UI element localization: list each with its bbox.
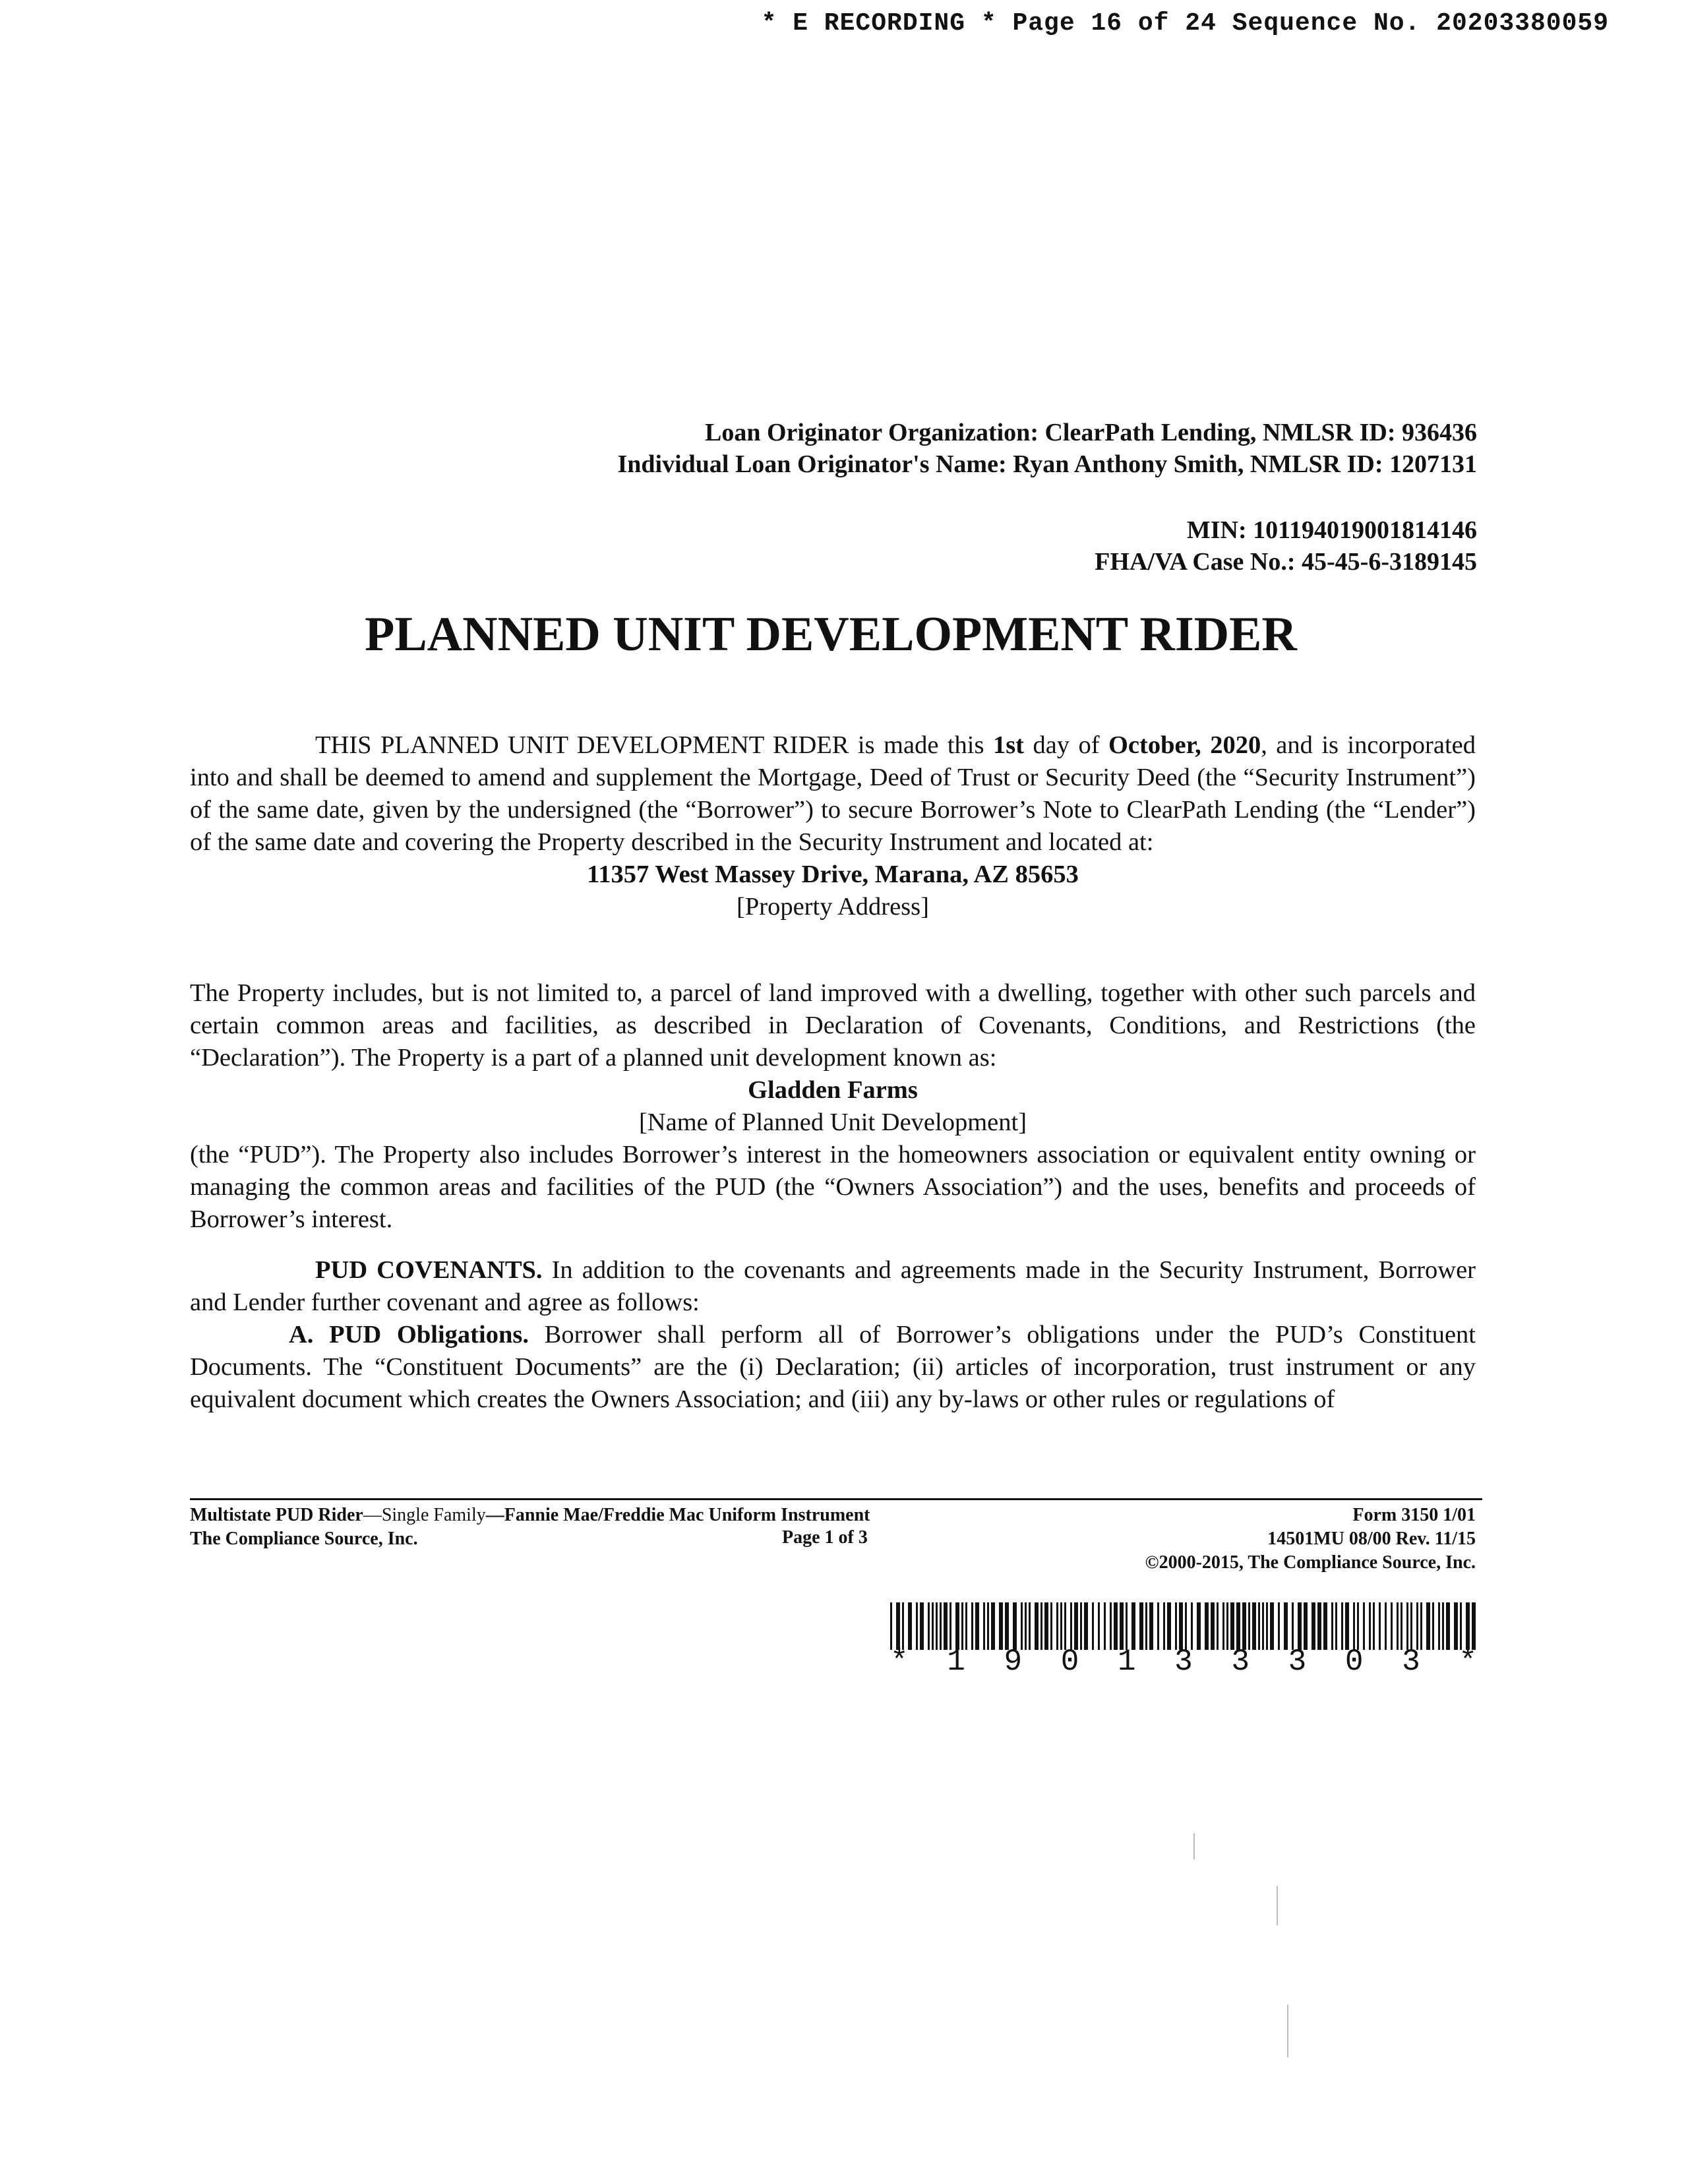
pud-covenants-intro: PUD COVENANTS. In addition to the covenants and agreements made in the Security Instrument, Borrower and Lender further covenant and agree as follows:: [190, 1256, 1476, 1316]
barcode-bar: [1304, 1602, 1308, 1650]
scan-artifact: [1193, 1833, 1195, 1860]
barcode-bar: [1369, 1602, 1371, 1650]
pud-obligations-heading: A. PUD Obligations.: [289, 1321, 529, 1349]
scan-artifact: [1287, 2005, 1288, 2057]
barcode-bar: [1432, 1602, 1434, 1650]
barcode-bar: [1262, 1602, 1264, 1650]
barcode-bar: [950, 1602, 951, 1650]
barcode-bar: [1258, 1602, 1260, 1650]
barcode-bar: [983, 1602, 985, 1650]
property-description: The Property includes, but is not limited to, a parcel of land improved with a dwelling, together with other such parcels and certain common areas and facilities, as described in Declaration of Covenants, Conditions, and Restrictions (the “Declaration”). The Property is a part of a planned unit development known as:: [190, 979, 1476, 1072]
footer-left: Multistate PUD Rider—Single Family—Fannie Mae/Freddie Mac Uniform Instrument The Compliance Source, Inc.: [190, 1503, 870, 1551]
barcode-bar: [1145, 1602, 1147, 1650]
barcode-bar: [987, 1602, 989, 1650]
barcode-bar: [1035, 1602, 1039, 1650]
barcode-bar: [1029, 1602, 1031, 1650]
pud-obligations: A. PUD Obligations. Borrower shall perform all of Borrower’s obligations under the PUD’s Constituent Documents. The “Constituent Documents” are the (i) Declaration; (ii) articles of incorporation, trust instrument or any equivalent document which creates the Owners Association; and (iii) any by-laws or other rules or regulations of: [190, 1321, 1476, 1413]
barcode-char: 3: [1288, 1645, 1307, 1679]
barcode-bar: [1104, 1602, 1106, 1650]
barcode-bar: [1266, 1602, 1268, 1650]
barcode-bar: [1157, 1602, 1159, 1650]
barcode-bar: [991, 1602, 995, 1650]
barcode-bar: [1248, 1602, 1250, 1650]
barcode-bar: [1416, 1602, 1418, 1650]
property-address-label: [Property Address]: [737, 893, 929, 921]
barcode-char: *: [1459, 1645, 1477, 1679]
barcode-bar: [920, 1602, 924, 1650]
barcode-bar: [1226, 1602, 1228, 1650]
barcode-bar: [1357, 1602, 1359, 1650]
barcode-bar: [1167, 1602, 1171, 1650]
barcode-char: 1: [1117, 1645, 1136, 1679]
paragraph-covenants: [190, 1254, 1476, 1416]
barcode-bar: [1236, 1602, 1240, 1650]
barcode-bar: [908, 1602, 912, 1650]
barcode-bar: [1426, 1602, 1430, 1650]
barcode-bar: [1074, 1602, 1078, 1650]
barcode-bar: [1278, 1602, 1280, 1650]
barcode-bar: [1044, 1602, 1048, 1650]
barcode-bar: [932, 1602, 934, 1650]
barcode-bar: [940, 1602, 942, 1650]
barcode-bar: [1149, 1602, 1153, 1650]
barcode-bar: [1211, 1602, 1215, 1650]
pud-name: Gladden Farms: [748, 1076, 918, 1104]
barcode-bar: [896, 1602, 900, 1650]
barcode-bar: [1205, 1602, 1209, 1650]
barcode-char: 3: [1231, 1645, 1250, 1679]
barcode-bar: [961, 1602, 963, 1650]
barcode-bar: [999, 1602, 1003, 1650]
barcode-bar: [1331, 1602, 1333, 1650]
barcode-bar: [1341, 1602, 1343, 1650]
barcode-bar: [1098, 1602, 1100, 1650]
paragraph-intro: [190, 729, 1476, 923]
barcode-char: 0: [1344, 1645, 1364, 1679]
barcode-bar: [1013, 1602, 1017, 1650]
barcode-bar: [1311, 1602, 1315, 1650]
barcode-bar: [1401, 1602, 1402, 1650]
barcode-char: 3: [1174, 1645, 1193, 1679]
form-code: 14501MU 08/00 Rev. 11/15: [1267, 1529, 1476, 1549]
barcode-bar: [1406, 1602, 1408, 1650]
barcode-bar: [1222, 1602, 1224, 1650]
page-number: Page 1 of 3: [782, 1527, 868, 1548]
barcode-bar: [1025, 1602, 1027, 1650]
barcode-bar: [1060, 1602, 1062, 1650]
barcode-bar: [1323, 1602, 1327, 1650]
barcode-bar: [1252, 1602, 1256, 1650]
barcode-bar: [1317, 1602, 1321, 1650]
barcode-bar: [1070, 1602, 1072, 1650]
barcode-bar: [1472, 1602, 1476, 1650]
barcode-bar: [1040, 1602, 1042, 1650]
footer-divider: [190, 1498, 1482, 1500]
barcode-icon: [890, 1602, 1477, 1650]
barcode-bar: [1420, 1602, 1422, 1650]
barcode-bar: [1242, 1602, 1246, 1650]
barcode-bar: [1191, 1602, 1193, 1650]
form-name: Multistate PUD Rider: [190, 1505, 363, 1525]
barcode-bar: [1379, 1602, 1381, 1650]
barcode-bar: [1021, 1602, 1023, 1650]
publisher-name: The Compliance Source, Inc.: [190, 1529, 418, 1549]
barcode-char: 1: [947, 1645, 965, 1679]
barcode-bar: [1466, 1602, 1470, 1650]
recording-header: * E RECORDING * Page 16 of 24 Sequence No. 20203380059: [761, 9, 1609, 38]
barcode-bar: [1391, 1602, 1393, 1650]
property-address: 11357 West Massey Drive, Marana, AZ 85653: [587, 861, 1079, 888]
pud-definition: (the “PUD”). The Property also includes Borrower’s interest in the homeowners association or equivalent entity owning or managing the common areas and facilities of the PUD (the “Owners Association”) and the uses, benefits and proceeds of Borrower’s interest.: [190, 1141, 1476, 1233]
barcode-bar: [1410, 1602, 1412, 1650]
barcode-bar: [975, 1602, 979, 1650]
document-title: PLANNED UNIT DEVELOPMENT RIDER: [365, 607, 1297, 661]
barcode-bar: [1397, 1602, 1399, 1650]
barcode-bar: [1139, 1602, 1143, 1650]
barcode-bar: [965, 1602, 967, 1650]
barcode-bar: [1163, 1602, 1165, 1650]
barcode-bar: [1126, 1602, 1128, 1650]
rider-day: 1st: [992, 731, 1024, 759]
originator-block: [617, 417, 1477, 480]
loan-originator-organization: Loan Originator Organization: ClearPath Lending, NMLSR ID: 936436: [705, 419, 1477, 446]
barcode-bar: [890, 1602, 892, 1650]
barcode-bar: [1005, 1602, 1009, 1650]
barcode-bar: [1110, 1602, 1112, 1650]
barcode-bar: [1335, 1602, 1337, 1650]
barcode-bar: [1446, 1602, 1450, 1650]
barcode-bar: [1442, 1602, 1444, 1650]
form-number: Form 3150 1/01: [1352, 1505, 1476, 1525]
barcode-bar: [1270, 1602, 1274, 1650]
barcode-char: *: [890, 1645, 909, 1679]
barcode-bar: [1084, 1602, 1088, 1650]
barcode-bar: [1120, 1602, 1124, 1650]
barcode-bar: [1185, 1602, 1187, 1650]
barcode-bar: [1092, 1602, 1094, 1650]
barcode-bar: [916, 1602, 918, 1650]
barcode-char: 0: [1060, 1645, 1079, 1679]
barcode-bar: [1292, 1602, 1294, 1650]
pud-covenants-heading: PUD COVENANTS.: [315, 1256, 543, 1284]
barcode-bar: [1064, 1602, 1066, 1650]
scan-artifact: [1277, 1886, 1278, 1926]
intro-text: THIS PLANNED UNIT DEVELOPMENT RIDER is made this 1st day of October, 2020, and is incorporated into and shall be deemed to amend and supplement the Mortgage, Deed of Trust or Security Deed (the “Security Instrument”) of the same date, given by the undersigned (the “Borrower”) to secure Borrower’s Note to ClearPath Lending (the “Lender”) of the same date and covering the Property described in the Security Instrument and located at:: [190, 731, 1476, 856]
barcode-bar: [1454, 1602, 1458, 1650]
barcode-bar: [1353, 1602, 1355, 1650]
barcode-bar: [1460, 1602, 1462, 1650]
copyright: ©2000-2015, The Compliance Source, Inc.: [1145, 1552, 1476, 1573]
case-block: [1095, 514, 1477, 578]
barcode-bar: [1197, 1602, 1201, 1650]
barcode-bar: [1363, 1602, 1365, 1650]
pud-name-label: [Name of Planned Unit Development]: [638, 1108, 1027, 1136]
rider-date: October, 2020: [1108, 731, 1261, 759]
barcode-bar: [1050, 1602, 1052, 1650]
barcode-bar: [944, 1602, 948, 1650]
barcode-bar: [1230, 1602, 1234, 1650]
barcode-bar: [1385, 1602, 1387, 1650]
barcode-bar: [928, 1602, 930, 1650]
barcode-bar: [1114, 1602, 1118, 1650]
barcode-bar: [1438, 1602, 1440, 1650]
barcode-bar: [1080, 1602, 1082, 1650]
barcode-bar: [1298, 1602, 1302, 1650]
barcode-bar: [1131, 1602, 1135, 1650]
barcode-bar: [1373, 1602, 1375, 1650]
barcode-bar: [1179, 1602, 1183, 1650]
barcode-bar: [1284, 1602, 1288, 1650]
paragraph-property: [190, 977, 1476, 1236]
barcode-bar: [1056, 1602, 1058, 1650]
barcode-bar: [1345, 1602, 1349, 1650]
min-number: MIN: 101194019001814146: [1186, 516, 1477, 544]
barcode-char: 9: [1004, 1645, 1023, 1679]
individual-loan-originator: Individual Loan Originator's Name: Ryan Anthony Smith, NMLSR ID: 1207131: [617, 450, 1477, 478]
barcode-bar: [955, 1602, 959, 1650]
barcode-bar: [1175, 1602, 1177, 1650]
footer-right: [1145, 1503, 1476, 1575]
barcode-bar: [971, 1602, 973, 1650]
barcode-bar: [1217, 1602, 1219, 1650]
fha-va-case-number: FHA/VA Case No.: 45-45-6-3189145: [1095, 548, 1477, 576]
barcode-char: 3: [1402, 1645, 1420, 1679]
barcode-bar: [902, 1602, 904, 1650]
barcode-bar: [936, 1602, 938, 1650]
barcode-text: [890, 1645, 1477, 1679]
